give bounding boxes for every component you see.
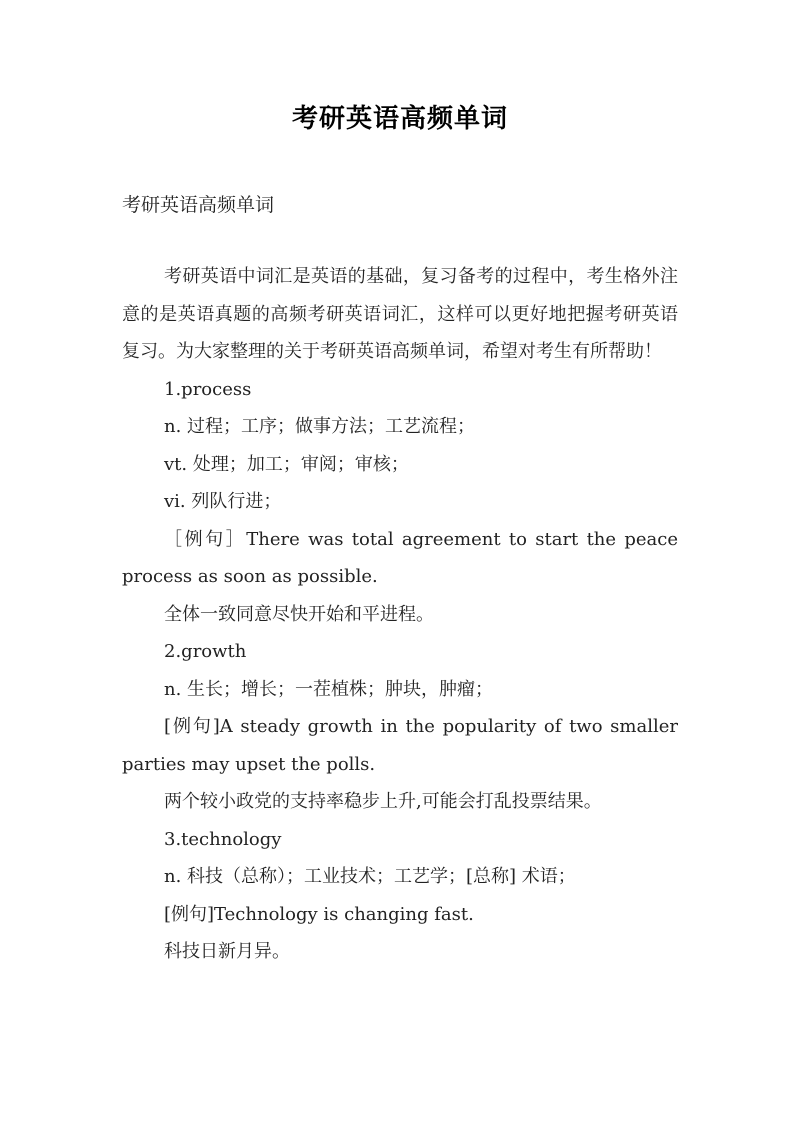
entry-translation: 全体一致同意尽快开始和平进程。 — [164, 603, 434, 625]
entry-example: [例句]A steady growth in the popularity of two smaller parties may upset the polls. — [122, 716, 678, 775]
entry-sense: n. 生长；增长；一茬植株；肿块，肿瘤； — [164, 678, 494, 700]
entry-heading: 2.growth — [164, 641, 247, 662]
document-subtitle: 考研英语高频单词 — [122, 194, 275, 216]
entry-translation: 科技日新月异。 — [164, 941, 290, 962]
entry-sense: n. 过程；工序；做事方法；工艺流程； — [164, 416, 476, 437]
entry-example: [例句]Technology is changing fast. — [164, 903, 474, 925]
intro-paragraph: 考研英语中词汇是英语的基础，复习备考的过程中，考生格外注意的是英语真题的高频考研英语词汇，这样可以更好地把握考研英语复习。为大家整理的关于考研英语高频单词，希望对考生有所帮助！ — [122, 266, 678, 362]
entry-example: ［例句］There was total agreement to start the peace process as soon as possible. — [122, 528, 678, 587]
entry-heading: 3.technology — [164, 828, 282, 850]
entry-sense: vt. 处理；加工；审阅；审核； — [164, 453, 409, 475]
entry-sense: vi. 列队行进； — [164, 491, 282, 512]
document-body — [122, 258, 678, 971]
entry-heading: 1.process — [164, 378, 252, 400]
entry-translation: 两个较小政党的支持率稳步上升,可能会打乱投票结果。 — [164, 791, 602, 812]
document-title: 考研英语高频单词 — [291, 104, 508, 134]
entry-sense: n. 科技（总称）；工业技术；工艺学；[总称] 术语； — [164, 866, 576, 887]
